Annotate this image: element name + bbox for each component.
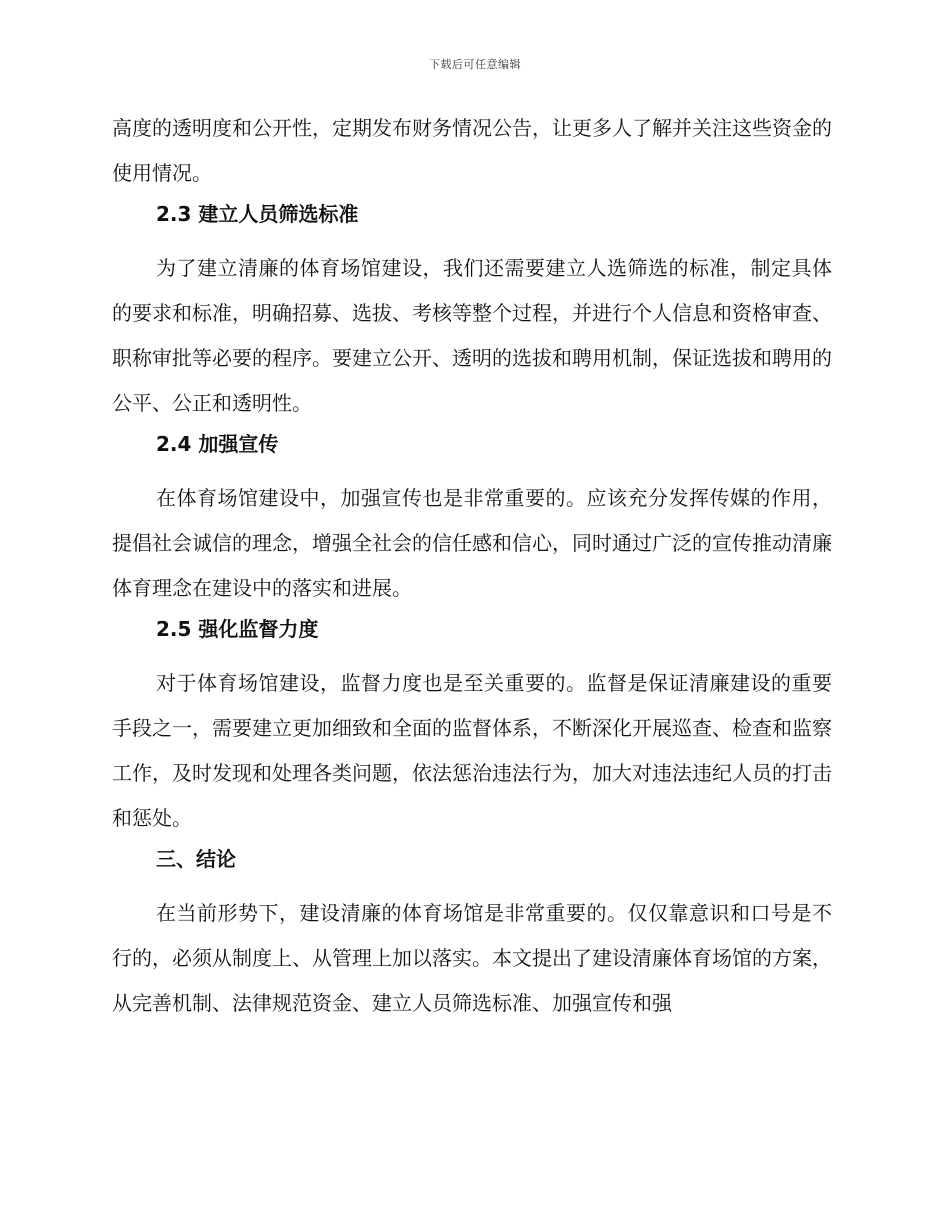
- paragraph-2-4: 在体育场馆建设中，加强宣传也是非常重要的。应该充分发挥传媒的作用，提倡社会诚信的理念，增强全社会的信任感和信心，同时通过广泛的宣传推动清廉体育理念在建设中的落实和进展。: [112, 486, 832, 600]
- paragraph-conclusion: 在当前形势下，建设清廉的体育场馆是非常重要的。仅仅靠意识和口号是不行的，必须从制度上、从管理上加以落实。本文提出了建设清廉体育场馆的方案，从完善机制、法律规范资金、建立人员筛选标准、加强宣传和强: [112, 901, 832, 1015]
- page-header: 下载后可任意编辑: [429, 58, 521, 71]
- section-heading-2-4: 2.4 加强宣传: [156, 432, 279, 456]
- paragraph-2-3: 为了建立清廉的体育场馆建设，我们还需要建立人选筛选的标准，制定具体的要求和标准，明确招募、选拔、考核等整个过程，并进行个人信息和资格审查、职称审批等必要的程序。要建立公开、透明的选拔和聘用机制，保证选拔和聘用的公平、公正和透明性。: [112, 256, 832, 415]
- section-heading-2-5: 2.5 强化监督力度: [156, 617, 319, 641]
- paragraph-2-5: 对于体育场馆建设，监督力度也是至关重要的。监督是保证清廉建设的重要手段之一，需要建立更加细致和全面的监督体系，不断深化开展巡查、检查和监察工作，及时发现和处理各类问题，依法惩治违法行为，加大对违法违纪人员的打击和惩处。: [112, 671, 832, 830]
- section-heading-2-3: 2.3 建立人员筛选标准: [156, 202, 359, 226]
- paragraph-continued: 高度的透明度和公开性，定期发布财务情况公告，让更多人了解并关注这些资金的使用情况。: [112, 116, 832, 185]
- section-heading-conclusion: 三、结论: [156, 847, 236, 871]
- document-body: [112, 106, 832, 1026]
